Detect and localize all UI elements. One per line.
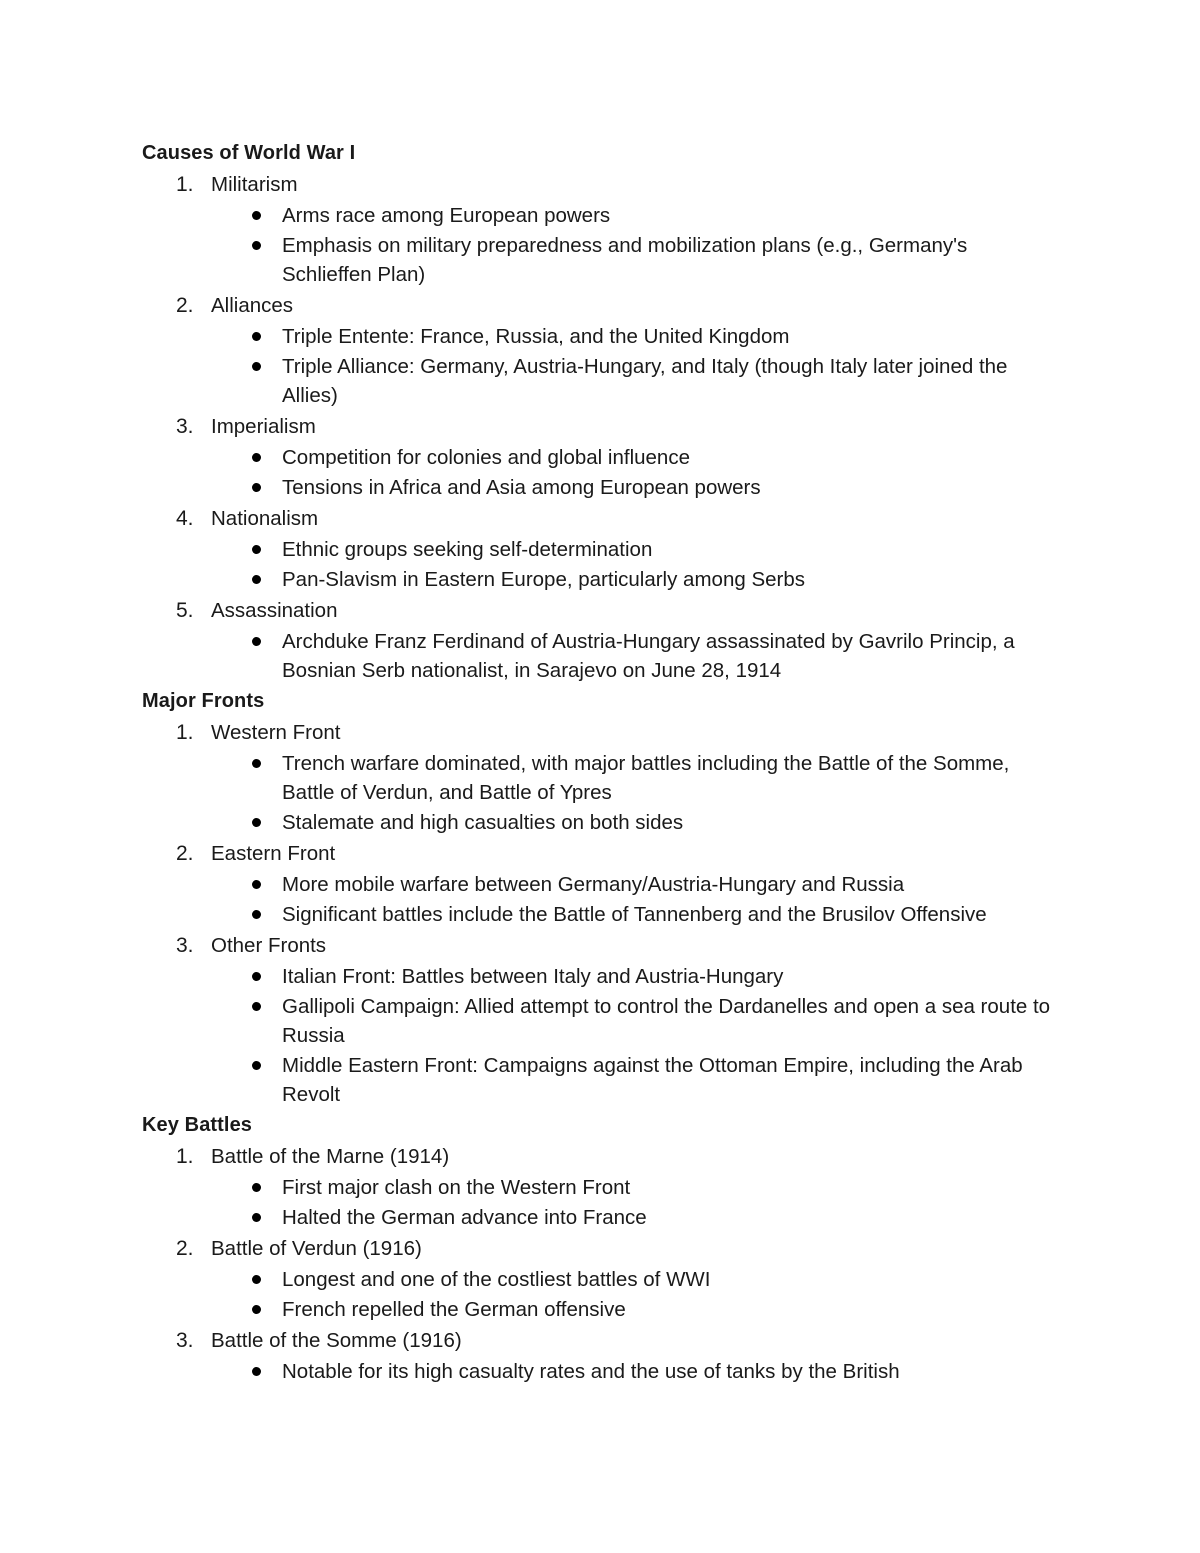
list-number: 2. xyxy=(176,1237,194,1260)
topic-title: Alliances xyxy=(211,294,294,317)
numbered-list-item xyxy=(142,1325,1082,1356)
bullet-item xyxy=(142,1357,1062,1386)
topic-title: Militarism xyxy=(211,173,298,196)
bullet-text: Middle Eastern Front: Campaigns against the Ottoman Empire, including the Arab Revolt xyxy=(282,1054,1023,1106)
list-number: 1. xyxy=(176,173,194,196)
list-number: 1. xyxy=(176,721,194,744)
bullet-text: Tensions in Africa and Asia among European powers xyxy=(282,476,761,499)
bullet-dot-icon xyxy=(252,759,261,768)
bullet-text: Significant battles include the Battle of Tannenberg and the Brusilov Offensive xyxy=(282,903,987,926)
bullet-item xyxy=(142,627,1062,685)
bullet-dot-icon xyxy=(252,211,261,220)
bullet-text: French repelled the German offensive xyxy=(282,1298,626,1321)
bullet-dot-icon xyxy=(252,545,261,554)
bullet-dot-icon xyxy=(252,910,261,919)
list-number: 3. xyxy=(176,415,194,438)
topic-title: Battle of the Somme (1916) xyxy=(211,1329,462,1352)
bullet-text: Gallipoli Campaign: Allied attempt to control the Dardanelles and open a sea route to Russia xyxy=(282,995,1051,1047)
bullet-item xyxy=(142,352,1062,410)
numbered-list-item xyxy=(142,930,1082,961)
list-number: 2. xyxy=(176,294,194,317)
bullet-item xyxy=(142,749,1062,807)
bullet-dot-icon xyxy=(252,972,261,981)
list-number: 1. xyxy=(176,1145,194,1168)
bullet-text: Stalemate and high casualties on both sides xyxy=(282,811,684,834)
topic-title: Eastern Front xyxy=(211,842,336,865)
bullet-dot-icon xyxy=(252,241,261,250)
bullet-item xyxy=(142,565,1062,594)
bullet-text: More mobile warfare between Germany/Austria-Hungary and Russia xyxy=(282,873,905,896)
bullet-text: Notable for its high casualty rates and the use of tanks by the British xyxy=(282,1360,900,1383)
bullet-dot-icon xyxy=(252,483,261,492)
bullet-item xyxy=(142,1173,1062,1202)
numbered-list-item xyxy=(142,838,1082,869)
list-number: 3. xyxy=(176,1329,194,1352)
bullet-dot-icon xyxy=(252,1367,261,1376)
numbered-list-item xyxy=(142,1141,1082,1172)
numbered-list-item xyxy=(142,503,1082,534)
bullet-text: Halted the German advance into France xyxy=(282,1206,647,1229)
bullet-dot-icon xyxy=(252,637,261,646)
bullet-text: Italian Front: Battles between Italy and Austria-Hungary xyxy=(282,965,784,988)
bullet-item xyxy=(142,1265,1062,1294)
topic-title: Nationalism xyxy=(211,507,319,530)
topic-title: Western Front xyxy=(211,721,341,744)
numbered-list-item xyxy=(142,595,1082,626)
bullet-dot-icon xyxy=(252,575,261,584)
bullet-dot-icon xyxy=(252,818,261,827)
bullet-dot-icon xyxy=(252,1305,261,1314)
bullet-item xyxy=(142,870,1062,899)
bullet-item xyxy=(142,322,1062,351)
topic-title: Other Fronts xyxy=(211,934,327,957)
bullet-text: Emphasis on military preparedness and mobilization plans (e.g., Germany's Schlieffen Plan) xyxy=(282,234,968,286)
bullet-text: Triple Entente: France, Russia, and the United Kingdom xyxy=(282,325,790,348)
bullet-text: Ethnic groups seeking self-determination xyxy=(282,538,653,561)
bullet-item xyxy=(142,900,1062,929)
bullet-dot-icon xyxy=(252,1002,261,1011)
bullet-dot-icon xyxy=(252,1213,261,1222)
section-heading: Key Battles xyxy=(142,1114,253,1136)
topic-title: Imperialism xyxy=(211,415,316,438)
list-number: 5. xyxy=(176,599,194,622)
topic-title: Assassination xyxy=(211,599,338,622)
bullet-item xyxy=(142,535,1062,564)
bullet-text: First major clash on the Western Front xyxy=(282,1176,631,1199)
bullet-dot-icon xyxy=(252,362,261,371)
numbered-list-item xyxy=(142,169,1082,200)
bullet-text: Triple Alliance: Germany, Austria-Hungary, and Italy (though Italy later joined the Allies) xyxy=(282,355,1008,407)
bullet-text: Arms race among European powers xyxy=(282,204,611,227)
topic-title: Battle of Verdun (1916) xyxy=(211,1237,422,1260)
list-number: 2. xyxy=(176,842,194,865)
numbered-list-item xyxy=(142,717,1082,748)
bullet-item xyxy=(142,1295,1062,1324)
bullet-text: Longest and one of the costliest battles of WWI xyxy=(282,1268,711,1291)
bullet-item xyxy=(142,443,1062,472)
bullet-dot-icon xyxy=(252,453,261,462)
bullet-text: Archduke Franz Ferdinand of Austria-Hungary assassinated by Gavrilo Princip, a Bosnian Serb nationalist, in Sarajevo on June 28, 1914 xyxy=(282,630,1015,682)
topic-title: Battle of the Marne (1914) xyxy=(211,1145,450,1168)
bullet-item xyxy=(142,962,1062,991)
bullet-text: Competition for colonies and global influence xyxy=(282,446,690,469)
bullet-item xyxy=(142,992,1062,1050)
bullet-dot-icon xyxy=(252,332,261,341)
section-heading: Causes of World War I xyxy=(142,142,356,164)
bullet-text: Trench warfare dominated, with major battles including the Battle of the Somme, Battle of Verdun, and Battle of Ypres xyxy=(282,752,1010,804)
bullet-text: Pan-Slavism in Eastern Europe, particularly among Serbs xyxy=(282,568,805,591)
bullet-item xyxy=(142,473,1062,502)
bullet-item xyxy=(142,1203,1062,1232)
numbered-list-item xyxy=(142,290,1082,321)
numbered-list-item xyxy=(142,1233,1082,1264)
bullet-dot-icon xyxy=(252,1275,261,1284)
bullet-dot-icon xyxy=(252,1183,261,1192)
bullet-dot-icon xyxy=(252,880,261,889)
bullet-item xyxy=(142,231,1062,289)
bullet-item xyxy=(142,808,1062,837)
list-number: 3. xyxy=(176,934,194,957)
numbered-list-item xyxy=(142,411,1082,442)
document-body xyxy=(142,138,1082,1387)
bullet-item xyxy=(142,1051,1062,1109)
bullet-dot-icon xyxy=(252,1061,261,1070)
bullet-item xyxy=(142,201,1062,230)
list-number: 4. xyxy=(176,507,194,530)
section-heading: Major Fronts xyxy=(142,690,265,712)
